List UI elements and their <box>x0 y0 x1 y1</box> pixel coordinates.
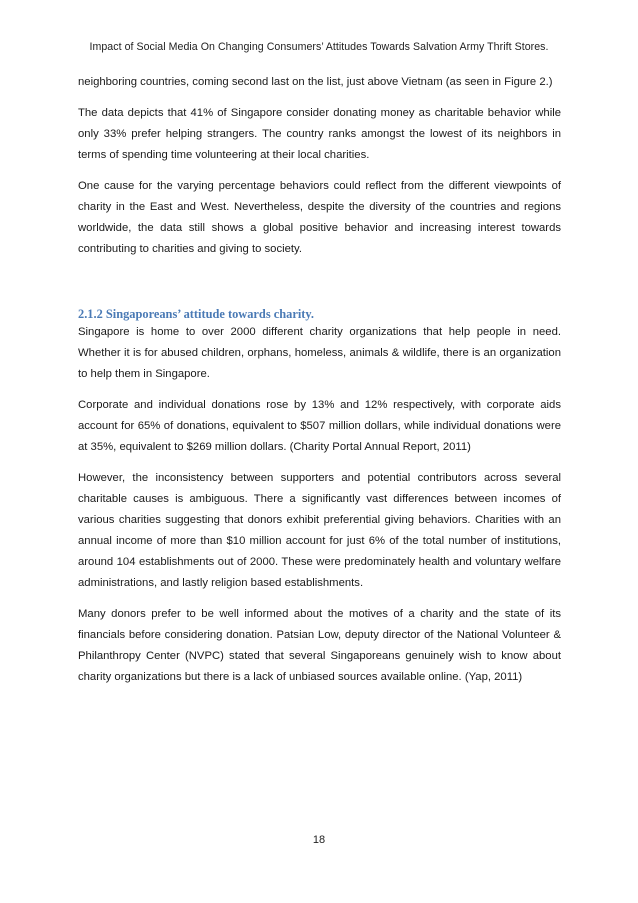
body-paragraph: One cause for the varying percentage behaviors could reflect from the different viewpoints of charity in the East and West. Nevertheless, despite the diversity of the countries and regions worldwide, the data still shows a global positive behavior and increasing interest towards contributing to charities and giving to society. <box>78 180 561 255</box>
body-paragraph: neighboring countries, coming second last on the list, just above Vietnam (as seen in Figure 2.) <box>78 76 553 88</box>
page-number: 18 <box>312 834 326 846</box>
section-heading: 2.1.2 Singaporeans’ attitude towards charity. <box>78 307 315 321</box>
section-paragraph: However, the inconsistency between supporters and potential contributors across several charitable causes is ambiguous. There a significantly vast differences between incomes of various charities suggesting that donors exhibit preferential giving behaviors. Charities with an annual income of more than $10 million account for just 6% of the total number of institutions, around 104 establishments out of 2000. These were predominately health and voluntary welfare administrations, and lastly religion based establishments. <box>78 472 561 589</box>
section-paragraph: Singapore is home to over 2000 different charity organizations that help people in need. Whether it is for abused children, orphans, homeless, animals & wildlife, there is an organization to help them in Singapore. <box>78 326 561 380</box>
section-paragraph: Many donors prefer to be well informed about the motives of a charity and the state of its financials before considering donation. Patsian Low, deputy director of the National Volunteer & Philanthropy Center (NVPC) stated that several Singaporeans genuinely wish to know about charity organizations but there is a lack of unbiased sources available online. (Yap, 2011) <box>78 608 561 683</box>
page-body <box>78 72 561 698</box>
section-spacer <box>78 270 561 307</box>
running-header: Impact of Social Media On Changing Consumers’ Attitudes Towards Salvation Army Thrift Stores. <box>89 41 549 53</box>
section-paragraph: Corporate and individual donations rose by 13% and 12% respectively, with corporate aids account for 65% of donations, equivalent to $507 million dollars, while individual donations were at 35%, equivalent to $269 million dollars. (Charity Portal Annual Report, 2011) <box>78 399 561 453</box>
body-paragraph: The data depicts that 41% of Singapore consider donating money as charitable behavior while only 33% prefer helping strangers. The country ranks amongst the lowest of its neighbors in terms of spending time volunteering at their local charities. <box>78 107 561 161</box>
